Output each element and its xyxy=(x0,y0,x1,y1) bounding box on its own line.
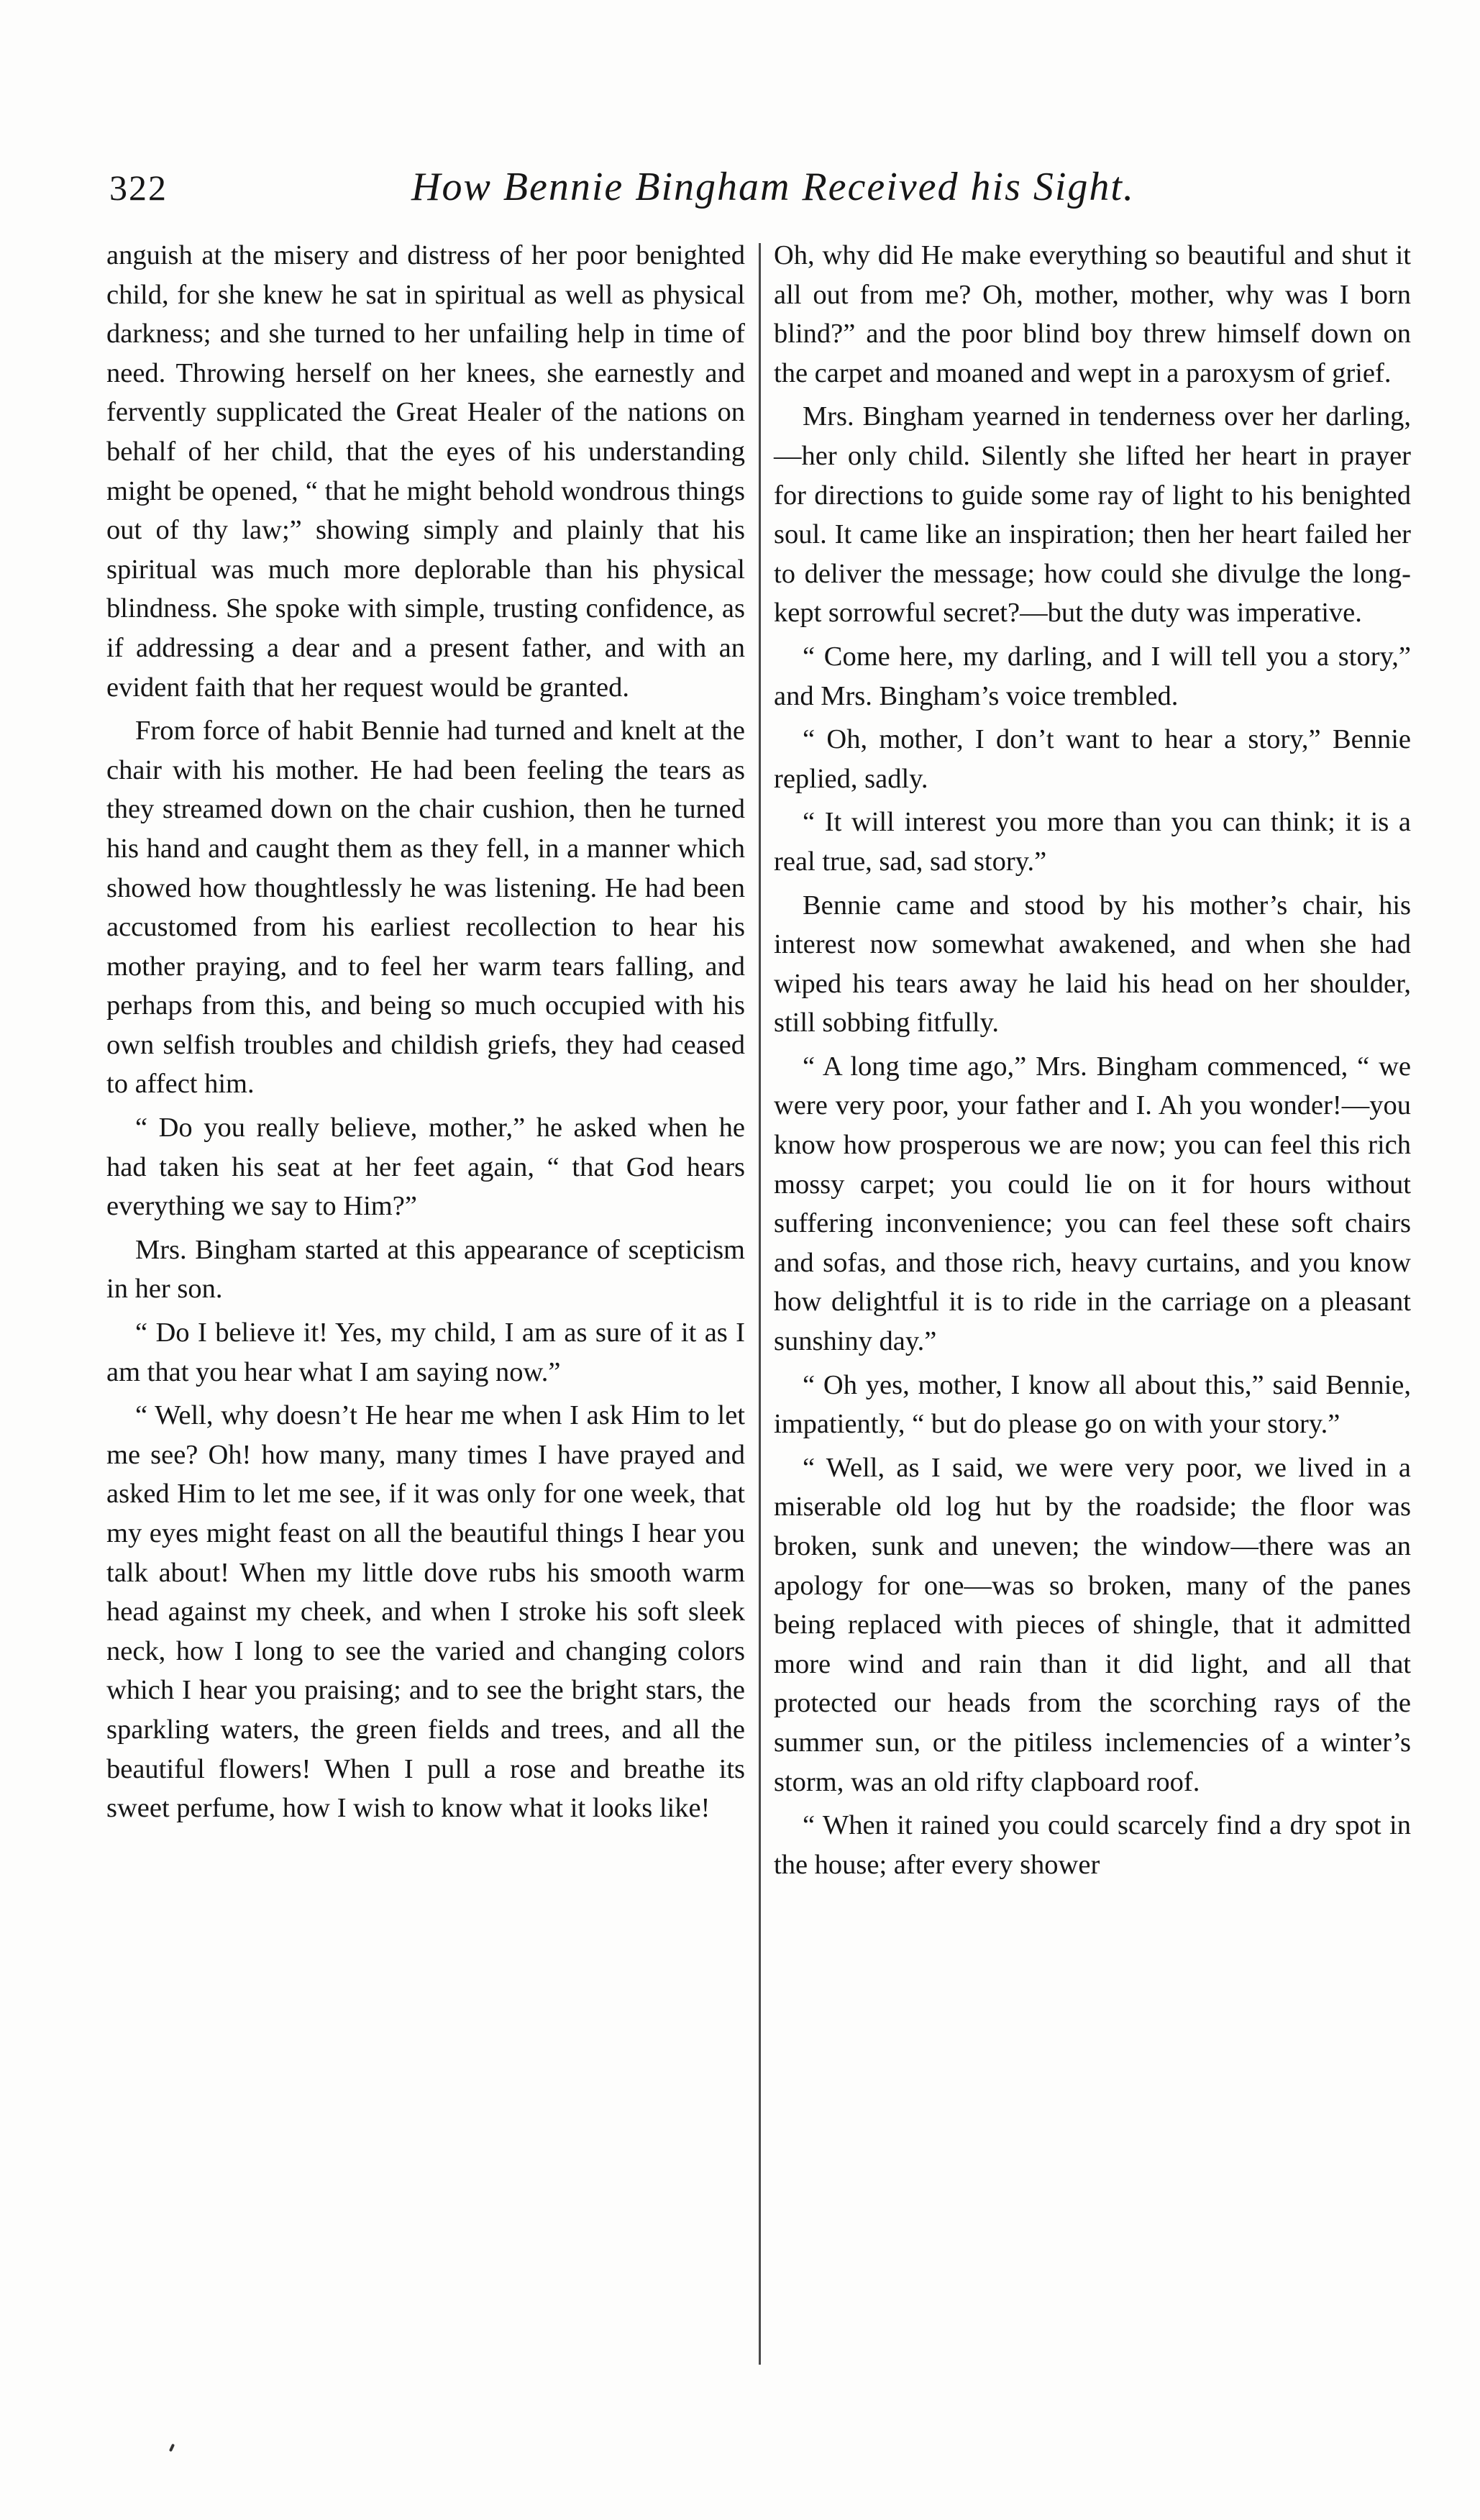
paragraph: “ When it rained you could scarcely find a dry spot in the house; after every shower xyxy=(774,1810,1411,1880)
paragraph: “ Come here, my darling, and I will tell you a story,” and Mrs. Bingham’s voice trembled. xyxy=(774,641,1411,711)
paragraph: “ Do you really believe, mother,” he asked when he had taken his seat at her feet again, “ that God hears everything we say to Him?” xyxy=(106,1113,745,1222)
paragraph: “ Do I believe it! Yes, my child, I am as sure of it as I am that you hear what I am saying now.” xyxy=(106,1318,745,1387)
paragraph: “ It will interest you more than you can think; it is a real true, sad, sad story.” xyxy=(774,807,1411,877)
paragraph: anguish at the misery and distress of her poor benighted child, for she knew he sat in spiritual as well as physical darkness; and she turned to her unfailing help in time of need. Throwing herself on her knees, she earnestly and fervently supplicated the Great Healer of the nations on behalf of her child, that the eyes of his understanding might be opened, “ that he might behold wondrous things out of thy law;” showing simply and plainly that his spiritual was much more deplorable than his physical blindness. She spoke with simple, trusting confidence, as if addressing a dear and a present father, and with an evident faith that her request would be granted. xyxy=(106,240,745,703)
paragraph: Oh, why did He make everything so beautiful and shut it all out from me? Oh, mother, mother, why was I born blind?” and the poor blind boy threw himself down on the carpet and moaned and wept in a paroxysm of grief. xyxy=(774,240,1411,388)
paragraph: “ Well, why doesn’t He hear me when I ask Him to let me see? Oh! how many, many times I have prayed and asked Him to let me see, if it was only for one week, that my eyes might feast on all the beautiful things I hear you talk about! When my little dove rubs his smooth warm head against my cheek, and when I stroke his soft sleek neck, how I long to see the varied and changing colors which I hear you praising; and to see the bright stars, the sparkling waters, the green fields and trees, and all the beautiful flowers! When I pull a rose and breathe its sweet perfume, how I wish to know what it looks like! xyxy=(106,1400,745,1824)
left-column xyxy=(106,236,745,1832)
paragraph: From force of habit Bennie had turned and knelt at the chair with his mother. He had been feeling the tears as they streamed down on the chair cushion, then he turned his hand and caught them as they fell, in a manner which showed how thoughtlessly he was listening. He had been accustomed from his earliest recollection to hear his mother praying, and to feel her warm tears falling, and perhaps from this, and being so much occupied with his own selfish troubles and childish griefs, they had ceased to affect him. xyxy=(106,716,745,1100)
right-column xyxy=(774,236,1411,1889)
paragraph: “ Oh, mother, I don’t want to hear a story,” Bennie replied, sadly. xyxy=(774,724,1411,794)
paragraph: “ Oh yes, mother, I know all about this,” said Bennie, impatiently, “ but do please go on with your story.” xyxy=(774,1369,1411,1440)
paragraph: Bennie came and stood by his mother’s chair, his interest now somewhat awakened, and when she had wiped his tears away he laid his head on her shoulder, still sobbing fitfully. xyxy=(774,890,1411,1038)
paragraph: Mrs. Bingham started at this appearance of scepticism in her son. xyxy=(106,1234,745,1305)
paragraph: Mrs. Bingham yearned in tenderness over her darling,—her only child. Silently she lifted her heart in prayer for directions to guide some ray of light to his benighted soul. It came like an inspiration; then her heart failed her to deliver the message; how could she divulge the long-kept sorrowful secret?—but the duty was imperative. xyxy=(774,401,1411,629)
paragraph: “ A long time ago,” Mrs. Bingham commenced, “ we were very poor, your father and I. Ah you wonder!—you know how prosperous we are now; you can feel this rich mossy carpet; you could lie on it for hours without suffering inconvenience; you can feel these soft chairs and sofas, and those rich, heavy curtains, and you know how delightful it is to ride in the carriage on a pleasant sunshiny day.” xyxy=(774,1051,1411,1357)
running-title: How Bennie Bingham Received his Sight. xyxy=(411,165,1135,209)
running-head xyxy=(109,167,1418,224)
paragraph: “ Well, as I said, we were very poor, we lived in a miserable old log hut by the roadside; the floor was broken, sunk and uneven; the window—there was an apology for one—was so broken, many of the panes being replaced with pieces of shingle, that it admitted more wind and rain than it did light, and all that protected our heads from the scorching rays of the summer sun, or the pitiless inclemencies of a winter’s storm, was an old rifty clapboard roof. xyxy=(774,1452,1411,1797)
column-divider xyxy=(759,243,761,2365)
ink-speck xyxy=(169,2444,175,2452)
page-number: 322 xyxy=(109,168,168,208)
